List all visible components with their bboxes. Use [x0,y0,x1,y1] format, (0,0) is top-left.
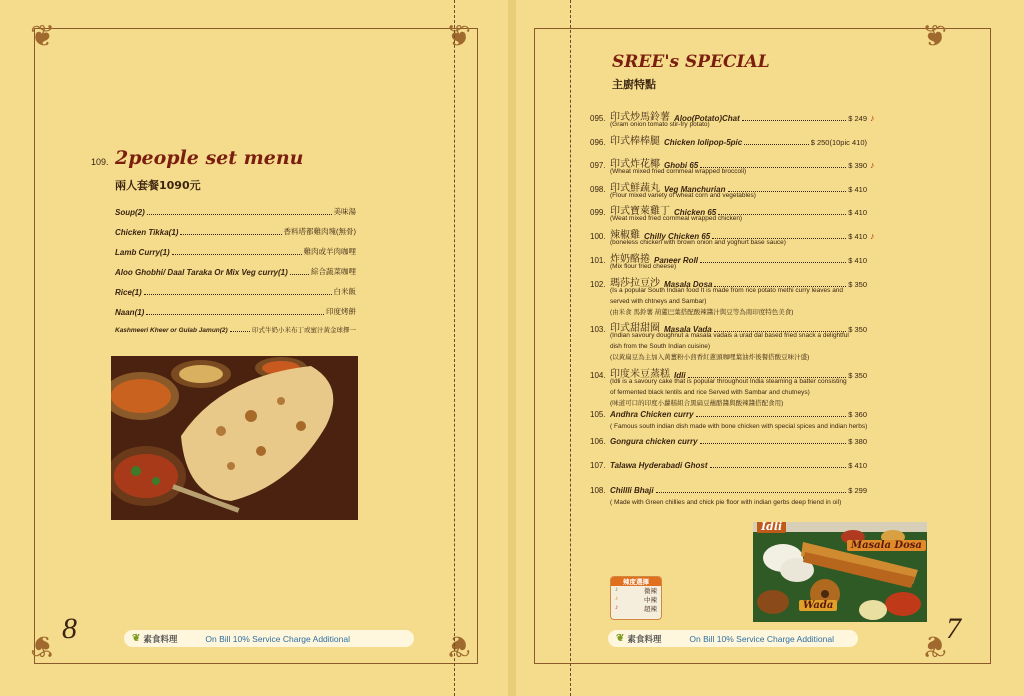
item-description: (Wheat mixed fried cornmeal wrapped broccoli) [610,168,747,175]
set-item-chinese: 印式牛奶小米布丁或蜜汁黃金球擇一 [252,327,356,334]
special-title: SREE's SPECIAL [612,52,770,72]
item-price: $ 390 [848,161,867,170]
item-number: 105. [590,410,606,419]
veg-label [608,633,669,645]
item-description: (味道可口的印度小蘿糕組合黑扁豆蘸酪醬與酸辣醬搭配食用) [610,400,784,407]
item-price: $ 410 [848,208,867,217]
item-english-name: Talawa Hyderabadi Ghost [610,461,708,470]
item-chinese-name: 印式甜甜圈 [610,323,660,334]
item-english-name: Masala Vada [664,325,712,334]
set-item-name: Kashmeeri Kheer or Gulab Jamun(2) [115,327,228,334]
item-price: $ 380 [848,437,867,446]
legend-hot: 超辣 [644,606,657,613]
item-chinese-name: 瑪莎拉豆沙 [610,278,660,289]
naan-curry-photo [111,356,358,520]
item-number: 107. [590,461,606,470]
item-chinese-name: 印式鮮蔬丸 [610,183,660,194]
set-item-name: Aloo Ghobhi/ Daal Taraka Or Mix Veg curry(1) [115,268,288,277]
item-chinese-name: 印式炒馬鈴薯 [610,112,670,123]
item-english-name: Idli [674,371,686,380]
item-price: $ 350 [848,371,867,380]
set-item-chinese: 雞肉或羊肉咖哩 [303,247,356,256]
item-description: (Weat mixed fried cornmeal wrapped chicken) [610,215,743,222]
leader-dots [144,293,332,295]
item-price: $ 360 [848,410,867,419]
item-description: (Is a popular South Indian food It is made from rice potato methi curry leaves and [610,287,844,294]
fold-line [454,0,455,696]
left-page-frame [34,28,478,664]
item-number: 097. [590,161,606,170]
item-price: $ 410 [848,232,867,241]
item-number: 103. [590,325,606,334]
item-english-name: Ghobi 65 [664,161,699,170]
item-price: $ 249 [848,114,867,123]
set-menu-item [115,266,356,277]
item-price: $ 250(10pic 410) [810,138,867,147]
item-chinese-name: 辣椒雞 [610,230,640,241]
leader-dots [696,416,847,417]
photo-label-masala-dosa: Masala Dosa [847,540,926,551]
leader-dots [700,443,847,444]
item-number: 095. [590,114,606,123]
item-number: 098. [590,185,606,194]
item-number: 102. [590,280,606,289]
item-description: (由米食 馬鈴薯 葫蘆巴葉搭配酸辣醬汁與豆等為南印度特色美食) [610,309,794,316]
special-item-row [590,486,880,495]
set-menu-item [115,246,356,257]
legend-medium: 中辣 [644,597,657,604]
item-english-name: Masala Dosa [664,280,713,289]
item-description: (Flour mixed variety of wheat corn and vegetables) [610,192,756,199]
set-menu-title: 2people set menu [115,147,304,169]
set-item-name: Rice(1) [115,288,142,297]
red-chili-icon: ♪ [615,604,619,611]
photo-label-idli: Idli [757,522,786,533]
footer-bar [608,630,858,647]
set-number: 109. [91,157,109,167]
fold-line [570,0,571,696]
leader-dots [146,313,324,315]
service-charge-note: On Bill 10% Service Charge Additional [205,633,350,644]
green-chili-icon: ♪ [615,586,619,593]
item-description: (Mix flour fried cheese) [610,263,677,270]
item-english-name: Chicken 65 [674,208,717,217]
set-item-name: Lamb Curry(1) [115,248,170,257]
set-menu-item [115,226,356,237]
legend-title: 辣度選擇 [611,577,661,586]
leader-dots [230,330,250,332]
item-description: (Idli is a savoury cake that is popular throughout India steaming a batter consisting [610,378,847,385]
footer-bar [124,630,414,647]
veg-text: 素食料理 [143,633,178,644]
legend-row [611,595,661,604]
item-english-name: Veg Manchurian [664,185,726,194]
set-menu-item [115,325,356,334]
set-item-chinese: 印度烤餅 [326,307,356,316]
set-item-name: Naan(1) [115,308,145,317]
item-english-name: Gongura chicken curry [610,437,698,446]
legend-row [611,586,661,595]
chili-icon: ♪ [870,160,875,170]
set-item-chinese: 美味湯 [333,207,356,216]
item-description: (Indian savoury doughnut a masala vadais a urad dal based fried snack a delightful [610,332,849,339]
special-item-row [590,410,880,419]
special-item-row [590,132,880,147]
book-gutter [508,0,516,696]
ornament-icon: ❦ [922,628,948,663]
set-menu-subtitle: 兩人套餐1090元 [115,179,201,192]
leader-dots [147,213,332,215]
set-menu-item [115,306,356,317]
page-number: 7 [946,612,961,645]
item-number: 104. [590,371,606,380]
chili-icon: ♪ [870,231,875,241]
leader-dots [290,273,309,275]
item-number: 096. [590,138,606,147]
item-number: 108. [590,486,606,495]
item-chinese-name: 印式寶萊雞丁 [610,206,670,217]
leader-dots [656,492,847,493]
item-price: $ 350 [848,280,867,289]
set-item-chinese: 香料塔都雞肉塊(無骨) [283,227,356,236]
item-price: $ 410 [848,461,867,470]
ornament-icon: ❦ [922,19,948,54]
item-number: 106. [590,437,606,446]
photo-label-wada: Wada [799,600,837,611]
set-item-name: Soup(2) [115,208,145,217]
item-price: $ 410 [848,185,867,194]
item-chinese-name: 印度米豆蒸糕 [610,369,670,380]
item-description: dish from the South Indian cuisine) [610,343,711,350]
set-menu-item [115,286,356,297]
item-description: ( Famous south indian dish made with bone chicken with special spices and indian herbs) [610,423,868,430]
veg-leaf-icon: ❦ [132,633,141,644]
veg-leaf-icon: ❦ [616,633,625,644]
leader-dots [744,144,808,145]
legend-row [611,604,661,613]
left-page [0,0,508,696]
item-description: of fermented black lentils and rice Served with Sambar and chutneys) [610,389,810,396]
special-item-row [590,461,880,470]
item-english-name: Chicken lolipop-5pic [664,138,743,147]
set-item-chinese: 綜合蔬菜咖哩 [311,267,356,276]
item-chinese-name: 炸奶酪捲 [610,254,650,265]
veg-label [124,633,185,645]
item-english-name: Chillli Bhaji [610,486,654,495]
item-chinese-name: 印式炸花椰 [610,159,660,170]
south-indian-photo [753,522,927,622]
item-price: $ 410 [848,256,867,265]
page-number: 8 [62,612,77,645]
set-item-chinese: 白米飯 [333,287,356,296]
item-number: 099. [590,208,606,217]
item-english-name: Paneer Roll [654,256,699,265]
set-menu-item [115,206,356,217]
item-description: ( Made with Green chillies and chick pie floor with indian gerbs deep friend in oil) [610,499,842,506]
veg-text: 素食料理 [627,633,662,644]
item-description: (Gram onion tomato stir-fry potato) [610,121,710,128]
item-english-name: Andhra Chicken curry [610,410,694,419]
chili-icon: ♪ [870,113,875,123]
ornament-icon: ❦ [30,628,56,663]
item-english-name: Aloo(Potato)Chat [674,114,740,123]
item-number: 100. [590,232,606,241]
item-description: (boneless chicken with brown onion and yoghurt base sauce) [610,239,786,246]
ornament-icon: ❦ [30,19,56,54]
item-number: 101. [590,256,606,265]
service-charge-note: On Bill 10% Service Charge Additional [689,633,834,644]
legend-mild: 微辣 [644,588,657,595]
orange-chili-icon: ♪ [615,595,619,602]
set-item-name: Chicken Tikka(1) [115,228,179,237]
special-subtitle: 主廚特點 [612,78,656,91]
item-description: (以黃扁豆為主加入黃薑粉小茴香紅蔥頭咖哩葉油炸後餐搭酸豆味汁盛) [610,354,810,361]
special-item-row [590,437,880,446]
ornament-icon: ❦ [446,19,472,54]
item-chinese-name: 印式棒棒腿 [610,136,660,147]
item-english-name: Chilly Chicken 65 [644,232,711,241]
item-description: served with chtneys and Sambar) [610,298,707,305]
leader-dots [172,253,302,255]
ornament-icon: ❦ [446,628,472,663]
leader-dots [710,467,847,468]
item-price: $ 350 [848,325,867,334]
item-price: $ 299 [848,486,867,495]
spice-legend [610,576,662,620]
leader-dots [180,233,281,235]
